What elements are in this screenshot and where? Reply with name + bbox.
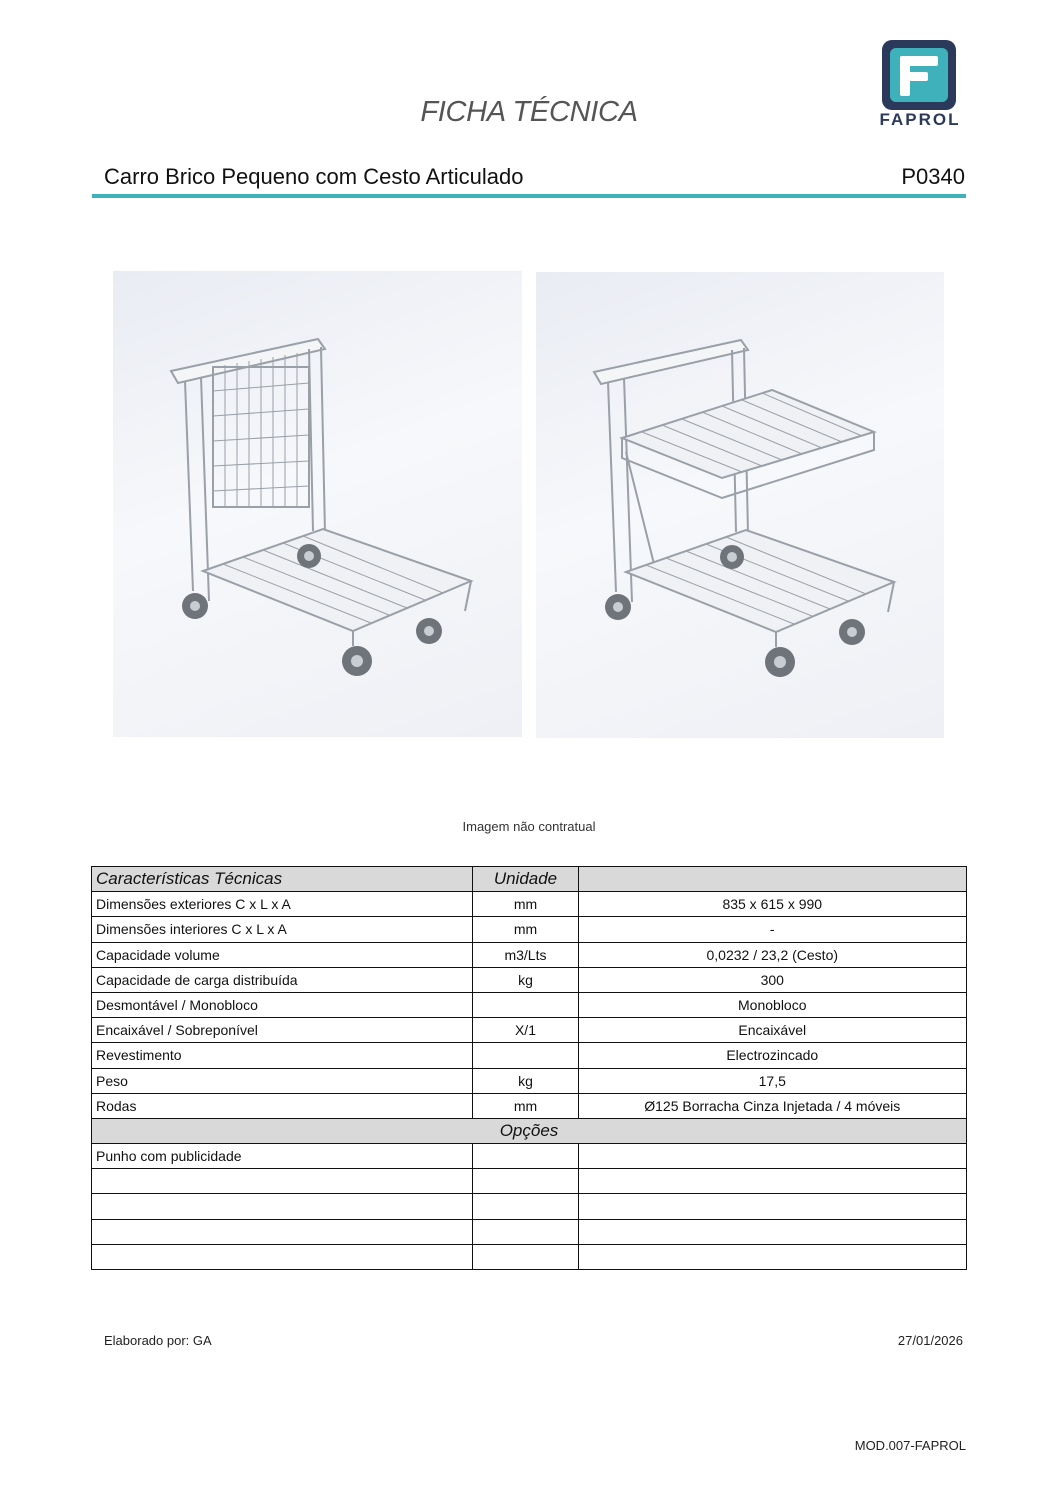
cell-characteristic: Desmontável / Monobloco (92, 992, 473, 1017)
cell-characteristic (92, 1169, 473, 1194)
header-unit: Unidade (473, 867, 578, 892)
cell-unit (473, 1043, 578, 1068)
options-title: Opções (92, 1118, 967, 1143)
cell-characteristic: Revestimento (92, 1043, 473, 1068)
cell-unit: kg (473, 967, 578, 992)
spec-table (91, 866, 967, 1270)
cell-characteristic (92, 1194, 473, 1219)
cell-unit: m3/Lts (473, 942, 578, 967)
table-row (92, 1043, 967, 1068)
options-header-row (92, 1118, 967, 1143)
cell-characteristic: Dimensões exteriores C x L x A (92, 892, 473, 917)
cell-unit (473, 1144, 578, 1169)
table-row (92, 1194, 967, 1219)
cart-open-illustration (536, 272, 944, 738)
cell-value (578, 1219, 966, 1244)
cell-unit (473, 1219, 578, 1244)
table-row (92, 1244, 967, 1269)
cell-unit: mm (473, 1093, 578, 1118)
cell-value: 17,5 (578, 1068, 966, 1093)
table-row (92, 1144, 967, 1169)
cell-value: 0,0232 / 23,2 (Cesto) (578, 942, 966, 967)
logo-wordmark: FAPROL (879, 110, 961, 129)
cell-characteristic: Dimensões interiores C x L x A (92, 917, 473, 942)
table-row (92, 892, 967, 917)
cell-value: Ø125 Borracha Cinza Injetada / 4 móveis (578, 1093, 966, 1118)
cell-value (578, 1144, 966, 1169)
cell-unit (473, 1244, 578, 1269)
cell-unit: kg (473, 1068, 578, 1093)
cell-unit (473, 992, 578, 1017)
cell-characteristic: Rodas (92, 1093, 473, 1118)
cart-folded-illustration (113, 271, 522, 737)
table-row (92, 1068, 967, 1093)
cell-unit (473, 1169, 578, 1194)
table-row (92, 992, 967, 1017)
cell-value: - (578, 917, 966, 942)
cell-value (578, 1169, 966, 1194)
document-date: 27/01/2026 (897, 1333, 963, 1348)
table-row (92, 1169, 967, 1194)
cell-characteristic: Capacidade de carga distribuída (92, 967, 473, 992)
form-code: MOD.007-FAPROL (854, 1438, 966, 1453)
table-row (92, 1093, 967, 1118)
cell-unit: X/1 (473, 1018, 578, 1043)
cell-unit: mm (473, 892, 578, 917)
image-disclaimer: Imagem não contratual (462, 819, 596, 834)
cell-characteristic (92, 1219, 473, 1244)
cell-value (578, 1194, 966, 1219)
cell-value: Monobloco (578, 992, 966, 1017)
cell-unit (473, 1194, 578, 1219)
cell-value: Encaixável (578, 1018, 966, 1043)
product-code: P0340 (901, 164, 965, 189)
cell-value: 835 x 615 x 990 (578, 892, 966, 917)
spec-header-row (92, 867, 967, 892)
cell-characteristic: Punho com publicidade (92, 1144, 473, 1169)
table-row (92, 967, 967, 992)
product-image-open (536, 272, 944, 738)
table-row (92, 917, 967, 942)
cell-unit: mm (473, 917, 578, 942)
page-title: FICHA TÉCNICA (420, 96, 638, 128)
table-row (92, 942, 967, 967)
table-row (92, 1219, 967, 1244)
product-name: Carro Brico Pequeno com Cesto Articulado (104, 164, 524, 189)
cell-value (578, 1244, 966, 1269)
cell-characteristic: Peso (92, 1068, 473, 1093)
prepared-by: Elaborado por: GA (104, 1333, 212, 1348)
title-divider (92, 194, 966, 198)
table-row (92, 1018, 967, 1043)
cell-characteristic: Capacidade volume (92, 942, 473, 967)
cell-characteristic: Encaixável / Sobreponível (92, 1018, 473, 1043)
header-value (578, 867, 966, 892)
header-characteristics: Características Técnicas (92, 867, 473, 892)
cell-value: Electrozincado (578, 1043, 966, 1068)
product-image-folded (113, 271, 522, 737)
cell-value: 300 (578, 967, 966, 992)
cell-characteristic (92, 1244, 473, 1269)
